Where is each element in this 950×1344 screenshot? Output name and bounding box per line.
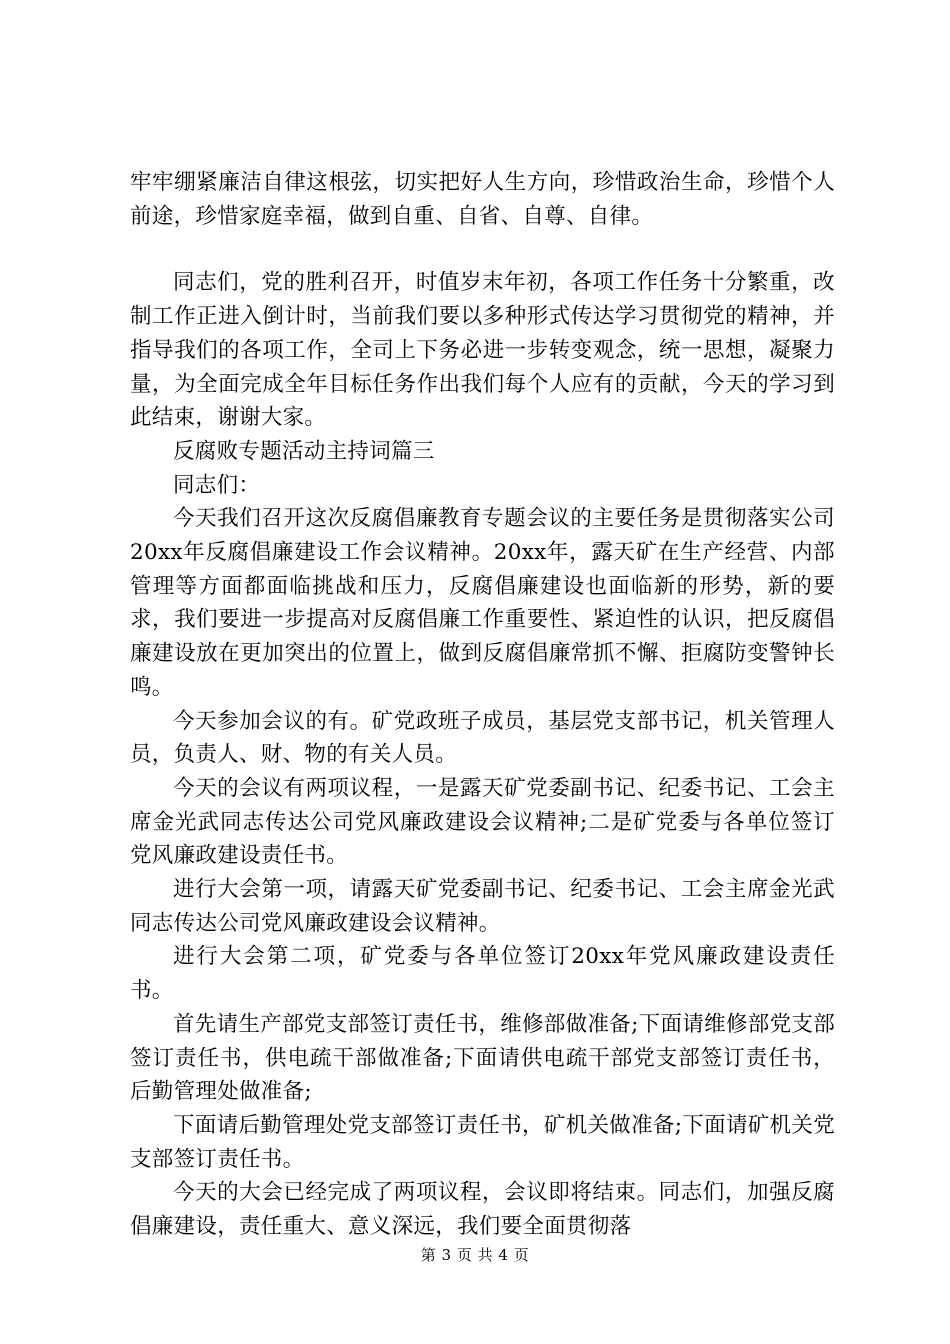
page-number-footer: 第 3 页 共 4 页 [420,1246,530,1264]
paragraph-agenda: 今天的会议有两项议程，一是露天矿党委副书记、纪委书记、工会主席金光武同志传达公司党风廉政建设会议精神;二是矿党委与各单位签订党风廉政建设责任书。 [130,775,835,869]
paragraph-attendees: 今天参加会议的有。矿党政班子成员，基层党支部书记，机关管理人员，负责人、财、物的有关人员。 [130,708,835,768]
paragraph-conclusion: 今天的大会已经完成了两项议程，会议即将结束。同志们，加强反腐倡廉建设，责任重大、意义深远，我们要全面贯彻落 [130,1180,835,1240]
paragraph-agenda-item-2: 进行大会第二项，矿党委与各单位签订20xx年党风廉政建设责任书。 [130,944,835,1004]
paragraph-closing-remarks: 同志们，党的胜利召开，时值岁末年初，各项工作任务十分繁重，改制工作正进入倒计时，当前我们要以多种形式传达学习贯彻党的精神，并指导我们的各项工作，全司上下务必进一步转变观念，统一思想，凝聚力量，为全面完成全年目标任务作出我们每个人应有的贡献，今天的学习到此结束，谢谢大家。 [130,270,835,431]
salutation: 同志们： [173,472,261,498]
document-body [130,166,835,1244]
section-heading: 反腐败专题活动主持词篇三 [173,438,435,464]
paragraph-agenda-item-1: 进行大会第一项，请露天矿党委副书记、纪委书记、工会主席金光武同志传达公司党风廉政建设会议精神。 [130,877,835,936]
paragraph-signing-order-1: 首先请生产部党支部签订责任书，维修部做准备;下面请维修部党支部签订责任书，供电疏干部做准备;下面请供电疏干部党支部签订责任书，后勤管理处做准备; [130,1011,835,1105]
paragraph-signing-order-2: 下面请后勤管理处党支部签订责任书，矿机关做准备;下面请矿机关党支部签订责任书。 [130,1112,835,1172]
paragraph-meeting-purpose: 今天我们召开这次反腐倡廉教育专题会议的主要任务是贯彻落实公司20xx年反腐倡廉建设工作会议精神。20xx年，露天矿在生产经营、内部管理等方面都面临挑战和压力，反腐倡廉建设也面临新的形势，新的要求，我们要进一步提高对反腐倡廉工作重要性、紧迫性的认识，把反腐倡廉建设放在更加突出的位置上，做到反腐倡廉常抓不懈、拒腐防变警钟长鸣。 [130,506,835,700]
paragraph-continuation: 牢牢绷紧廉洁自律这根弦，切实把好人生方向，珍惜政治生命，珍惜个人前途，珍惜家庭幸福，做到自重、自省、自尊、自律。 [130,170,835,229]
